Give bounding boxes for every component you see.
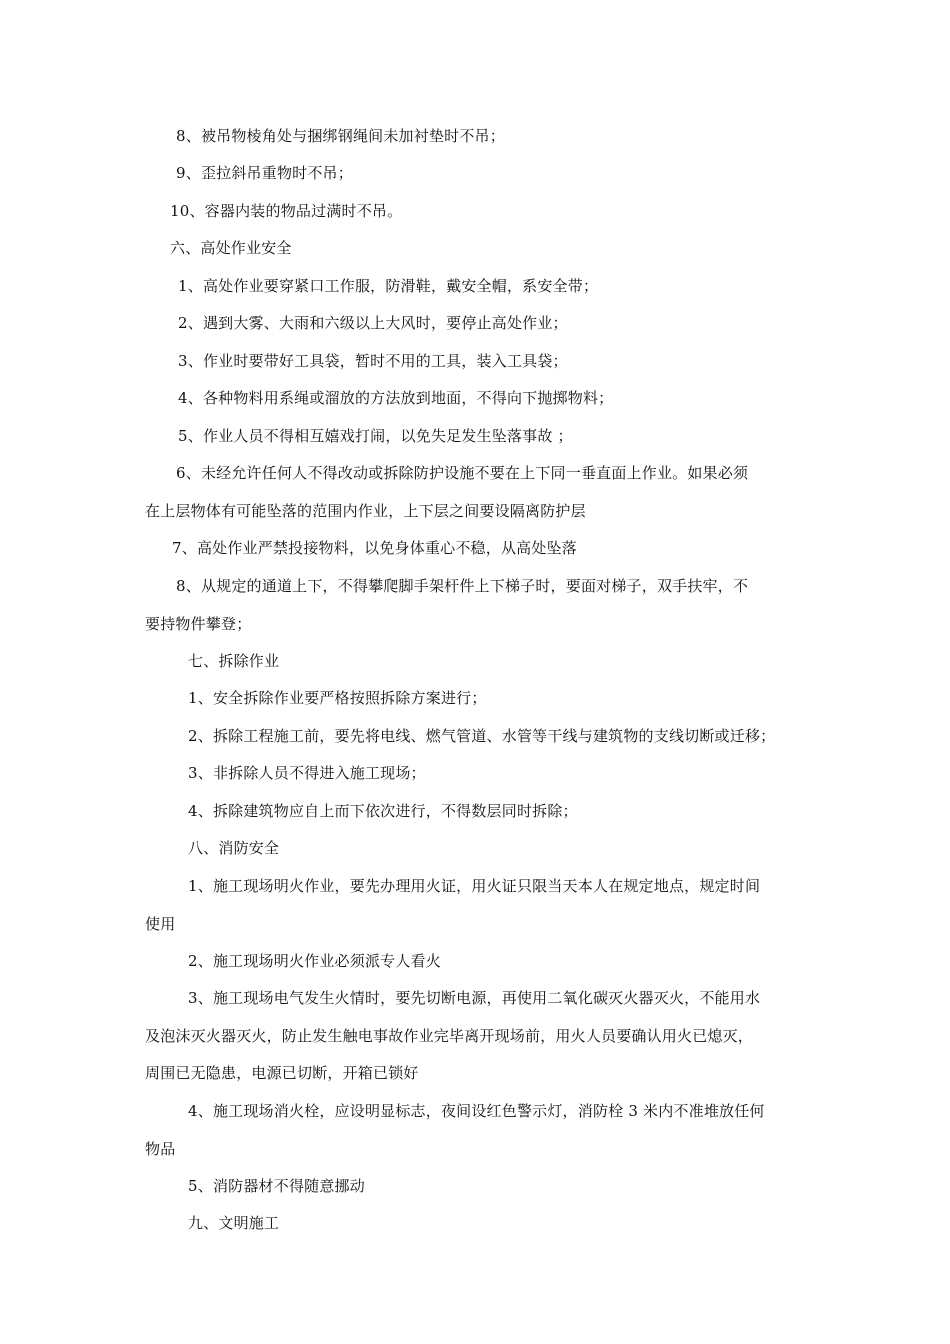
paragraph-text: 1、安全拆除作业要严格按照拆除方案进行；: [188, 689, 487, 707]
section-heading-text: 八、消防安全: [188, 839, 280, 857]
paragraph: [145, 755, 810, 793]
paragraph: [145, 1168, 810, 1206]
paragraph: [145, 418, 810, 456]
paragraph: [145, 718, 810, 756]
paragraph-text: 3、作业时要带好工具袋，暂时不用的工具，装入工具袋；: [178, 352, 568, 370]
paragraph: [145, 155, 810, 193]
paragraph-text: 1、高处作业要穿紧口工作服，防滑鞋，戴安全帽，系安全带；: [178, 277, 599, 295]
paragraph-line: 6、未经允许任何人不得改动或拆除防护设施不要在上下同一垂直面上作业。如果必须: [176, 464, 749, 482]
paragraph-text: 10、容器内装的物品过满时不吊。: [170, 202, 403, 220]
section-heading-text: 六、高处作业安全: [170, 239, 292, 257]
paragraph-text: 9、歪拉斜吊重物时不吊；: [176, 164, 353, 182]
paragraph-line: 周围已无隐患，电源已切断，开箱已锁好: [145, 1064, 419, 1082]
paragraph: [145, 868, 810, 943]
paragraph-text: 2、遇到大雾、大雨和六级以上大风时，要停止高处作业；: [178, 314, 568, 332]
paragraph-line: 4、施工现场消火栓，应设明显标志，夜间设红色警示灯，消防栓 3 米内不准堆放任何: [188, 1102, 765, 1120]
paragraph: [145, 530, 810, 568]
paragraph-line: 要持物件攀登；: [145, 614, 252, 633]
section-heading: [145, 1205, 810, 1243]
paragraph: [145, 943, 810, 981]
paragraph-text: 4、拆除建筑物应自上而下依次进行，不得数层同时拆除；: [188, 802, 578, 820]
paragraph-text: 7、高处作业严禁投接物料，以免身体重心不稳，从高处坠落: [172, 539, 577, 557]
paragraph-text: 2、施工现场明火作业必须派专人看火: [188, 952, 441, 970]
paragraph: [145, 680, 810, 718]
section-heading-text: 七、拆除作业: [188, 652, 280, 670]
paragraph-text: 4、各种物料用系绳或溜放的方法放到地面，不得向下抛掷物料；: [178, 389, 614, 407]
paragraph: [145, 268, 810, 306]
paragraph-text: 5、作业人员不得相互嬉戏打闹，以免失足发生坠落事故 ；: [178, 427, 573, 445]
paragraph-text: 3、非拆除人员不得进入施工现场；: [188, 764, 426, 782]
paragraph: [145, 380, 810, 418]
section-heading: [145, 230, 810, 268]
paragraph-text: 2、拆除工程施工前，要先将电线、燃气管道、水管等干线与建筑物的支线切断或迁移；: [188, 727, 776, 745]
paragraph-line: 及泡沫灭火器灭火，防止发生触电事故作业完毕离开现场前，用火人员要确认用火已熄灭，: [145, 1026, 754, 1045]
paragraph: [145, 305, 810, 343]
paragraph: [145, 455, 810, 530]
paragraph-line: 1、施工现场明火作业，要先办理用火证，用火证只限当天本人在规定地点，规定时间: [188, 877, 761, 895]
paragraph: [145, 118, 810, 156]
paragraph-line: 使用: [145, 914, 176, 933]
paragraph: [145, 1093, 810, 1168]
paragraph-line: 在上层物体有可能坠落的范围内作业，上下层之间要设隔离防护层: [145, 501, 586, 520]
paragraph-text: 5、消防器材不得随意挪动: [188, 1177, 365, 1195]
section-heading-text: 九、文明施工: [188, 1214, 280, 1232]
paragraph: [145, 793, 810, 831]
paragraph: [145, 343, 810, 381]
paragraph-line: 3、施工现场电气发生火情时，要先切断电源，再使用二氧化碳灭火器灭火，不能用水: [188, 989, 761, 1007]
section-heading: [145, 830, 810, 868]
paragraph-text: 8、被吊物棱角处与捆绑钢绳间未加衬垫时不吊；: [176, 127, 505, 145]
section-heading: [145, 643, 810, 681]
paragraph-line: 8、从规定的通道上下，不得攀爬脚手架杆件上下梯子时，要面对梯子，双手扶牢，不: [176, 577, 749, 595]
paragraph: [145, 193, 810, 231]
paragraph-line: 物品: [145, 1139, 176, 1158]
paragraph: [145, 980, 810, 1093]
paragraph: [145, 568, 810, 643]
